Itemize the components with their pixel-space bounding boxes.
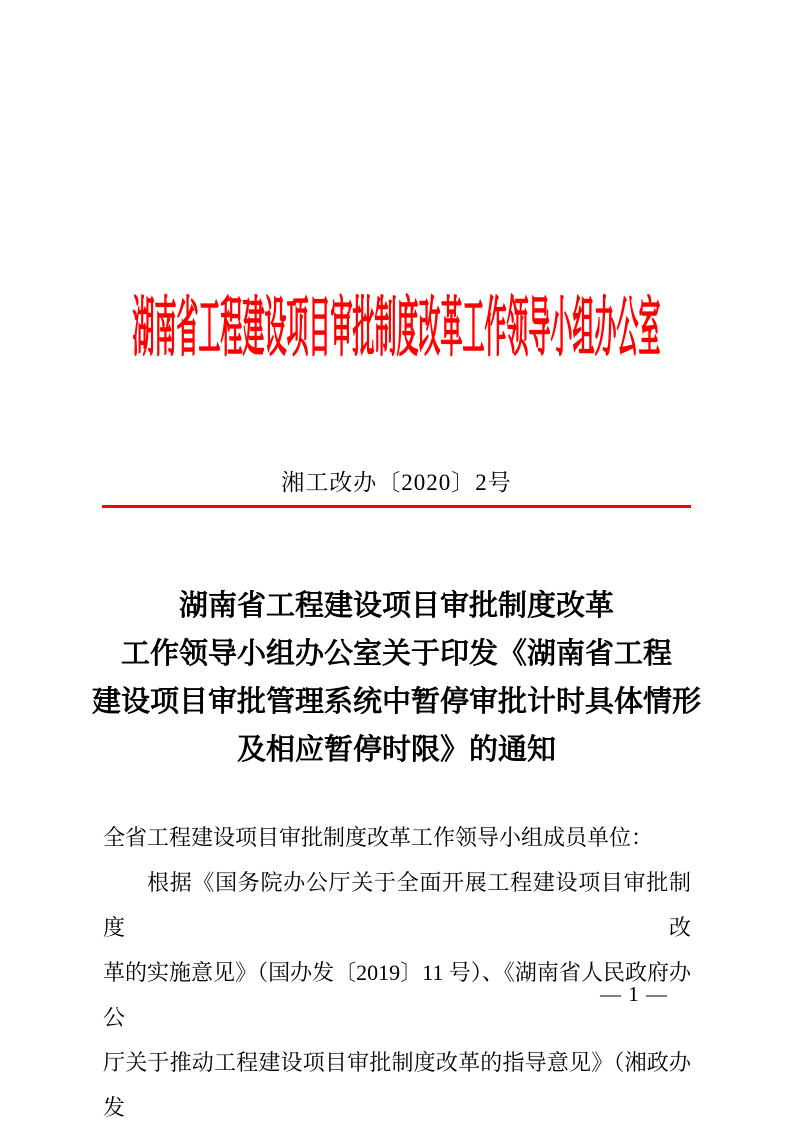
document-title-line-3: 建设项目审批管理系统中暂停审批计时具体情形 [91, 686, 701, 718]
document-body [103, 815, 691, 1122]
paragraph-line-3: 厅关于推动工程建设项目审批制度改革的指导意见》（湘政办发 [103, 1050, 691, 1120]
page-number: — 1 — [600, 982, 668, 1006]
document-title-line-2: 工作领导小组办公室关于印发《湖南省工程 [120, 638, 672, 670]
salutation-line: 全省工程建设项目审批制度改革工作领导小组成员单位： [103, 825, 654, 850]
document-reference-number: 湘工改办〔2020〕2号 [281, 470, 512, 495]
paragraph-line-1: 根据《国务院办公厅关于全面开展工程建设项目审批制度改 [103, 870, 691, 940]
paragraph-line-2: 革的实施意见》（国办发〔2019〕11 号）、《湖南省人民政府办公 [103, 960, 691, 1030]
document-title-line-1: 湖南省工程建设项目审批制度改革 [178, 590, 614, 622]
document-title [0, 582, 793, 774]
agency-header-banner [0, 279, 793, 369]
document-title-line-4: 及相应暂停时限》的通知 [236, 734, 556, 766]
red-divider-line [102, 505, 691, 508]
agency-header-text: 湖南省工程建设项目审批制度改革工作领导小组办公室 [132, 290, 661, 364]
